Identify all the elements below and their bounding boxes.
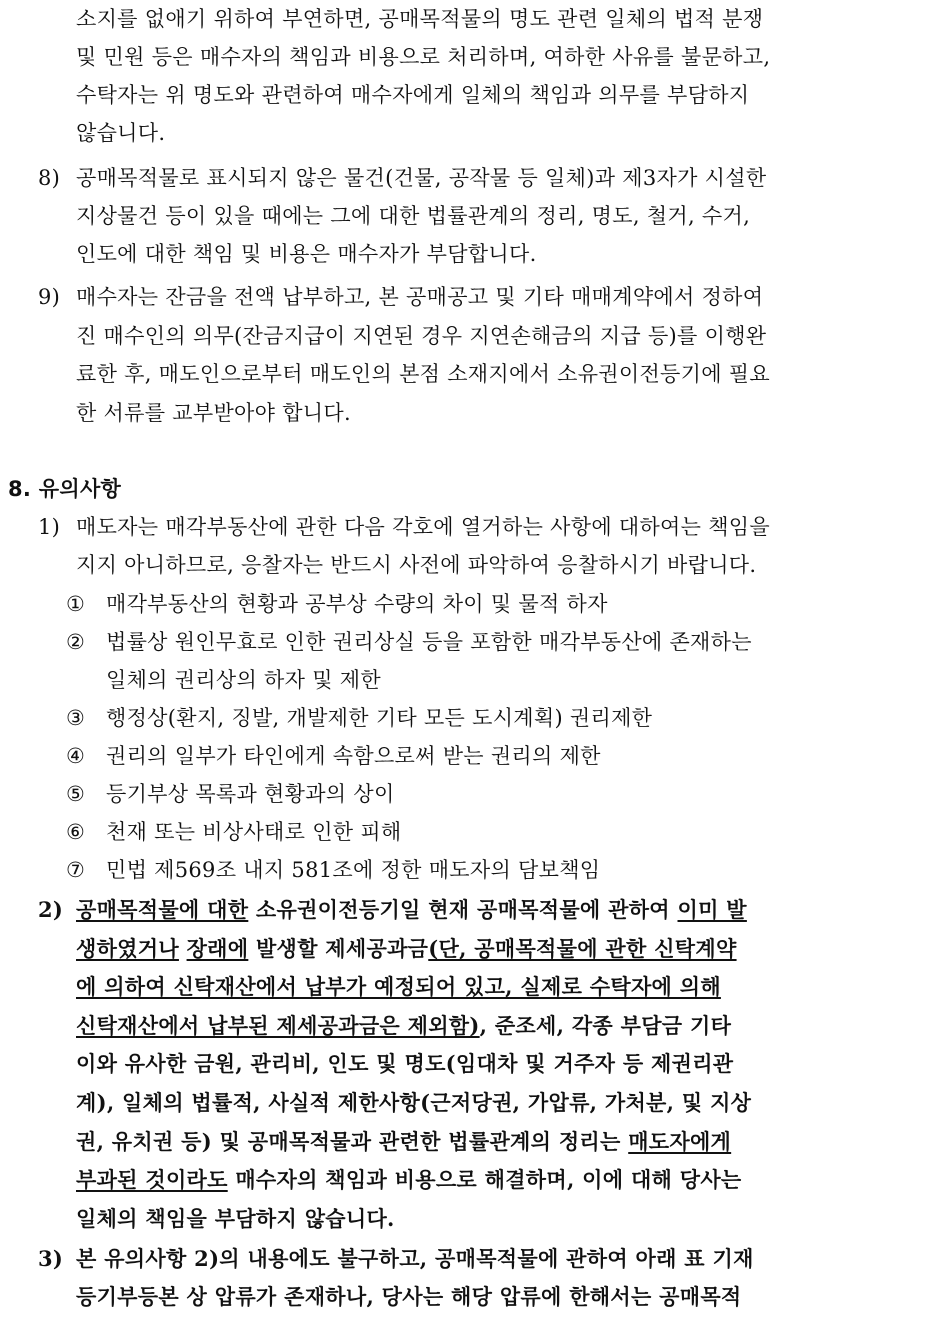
continuation-line-1: 소지를 없애기 위하여 부연하면, 공매목적물의 명도 관련 일체의 법적 분쟁 [76, 7, 764, 31]
subitem-7-text: 민법 제569조 내지 581조에 정한 매도자의 담보책임 [106, 858, 601, 882]
item8-line-3: 인도에 대한 책임 및 비용은 매수자가 부담합니다. [76, 242, 537, 266]
subitem-5-text: 등기부상 목록과 현황과의 상이 [106, 782, 395, 806]
s8-item3-number: 3) [38, 1246, 64, 1271]
subitem-2-text-2: 일체의 권리상의 하자 및 제한 [106, 668, 381, 692]
subitem-4-mark: ④ [66, 744, 86, 768]
subitem-1-mark: ① [66, 592, 86, 616]
s8-item2-line-1: 공매목적물에 대한 소유권이전등기일 현재 공매목적물에 관하여 이미 발 [76, 897, 747, 922]
underline-phrase: 에 의하여 신탁재산에서 납부가 예정되어 있고, 실제로 수탁자에 의해 [76, 974, 721, 999]
subitem-7-mark: ⑦ [66, 858, 86, 882]
section-heading: 8. 유의사항 [8, 477, 122, 501]
item9-line-2: 진 매수인의 의무(잔금지급이 지연된 경우 지연손해금의 지급 등)를 이행완 [76, 324, 767, 348]
underline-phrase: 신탁재산에서 납부된 제세공과금은 제외함) [76, 1013, 480, 1038]
s8-item2-line-8: 부과된 것이라도 매수자의 책임과 비용으로 해결하며, 이에 대해 당사는 [76, 1167, 742, 1192]
item8-line-1: 공매목적물로 표시되지 않은 물건(건물, 공작물 등 일체)과 제3자가 시설한 [76, 166, 767, 190]
s8-item2-line-2: 생하였거나 장래에 발생할 제세공과금(단, 공매목적물에 관한 신탁계약 [76, 936, 737, 961]
s8-item1-number: 1) [38, 515, 61, 539]
underline-phrase: 이미 발 [677, 897, 747, 922]
s8-item3-line-1: 본 유의사항 2)의 내용에도 불구하고, 공매목적물에 관하여 아래 표 기재 [76, 1246, 754, 1271]
subitem-2-mark: ② [66, 630, 86, 654]
underline-phrase: 장래에 [186, 936, 249, 961]
underline-phrase: 생하였거나 [76, 936, 179, 961]
underline-phrase: 공매목적물에 대한 [76, 897, 249, 922]
s8-item1-line-2: 지지 아니하므로, 응찰자는 반드시 사전에 파악하여 응찰하시기 바랍니다. [76, 553, 757, 577]
subitem-3-text: 행정상(환지, 징발, 개발제한 기타 모든 도시계획) 권리제한 [106, 706, 653, 730]
continuation-line-2: 및 민원 등은 매수자의 책임과 비용으로 처리하며, 여하한 사유를 불문하고, [76, 45, 771, 69]
underline-phrase: (단, 공매목적물에 관한 신탁계약 [428, 936, 737, 961]
item9-line-3: 료한 후, 매도인으로부터 매도인의 본점 소재지에서 소유권이전등기에 필요 [76, 362, 770, 386]
item8-number: 8) [38, 166, 61, 190]
underline-phrase: 부과된 것이라도 [76, 1167, 228, 1192]
s8-item2-line-3 [76, 972, 721, 1002]
s8-item2-line-5: 이와 유사한 금원, 관리비, 인도 및 명도(임대차 및 거주자 등 제권리관 [76, 1051, 734, 1076]
s8-item2-line-7: 권, 유치권 등) 및 공매목적물과 관련한 법률관계의 정리는 매도자에게 [76, 1129, 732, 1154]
subitem-6-text: 천재 또는 비상사태로 인한 피해 [106, 820, 402, 844]
item9-line-4: 한 서류를 교부받아야 합니다. [76, 401, 351, 425]
continuation-line-4: 않습니다. [76, 121, 166, 145]
continuation-line-3: 수탁자는 위 명도와 관련하여 매수자에게 일체의 책임과 의무를 부담하지 [76, 83, 750, 107]
subitem-3-mark: ③ [66, 706, 86, 730]
item9-line-1: 매수자는 잔금을 전액 납부하고, 본 공매공고 및 기타 매매계약에서 정하여 [76, 285, 764, 309]
subitem-4-text: 권리의 일부가 타인에게 속함으로써 받는 권리의 제한 [106, 744, 601, 768]
s8-item2-line-6: 계), 일체의 법률적, 사실적 제한사항(근저당권, 가압류, 가처분, 및 지상 [76, 1090, 752, 1115]
s8-item3-line-2: 등기부등본 상 압류가 존재하나, 당사는 해당 압류에 한해서는 공매목적 [76, 1284, 742, 1309]
subitem-6-mark: ⑥ [66, 820, 86, 844]
subitem-5-mark: ⑤ [66, 782, 86, 806]
item8-line-2: 지상물건 등이 있을 때에는 그에 대한 법률관계의 정리, 명도, 철거, 수거, [76, 204, 751, 228]
underline-phrase: 매도자에게 [628, 1129, 732, 1154]
s8-item2-line-4: 신탁재산에서 납부된 제세공과금은 제외함), 준조세, 각종 부담금 기타 [76, 1013, 732, 1038]
s8-item2-line-9: 일체의 책임을 부담하지 않습니다. [76, 1206, 395, 1231]
subitem-2-text-1: 법률상 원인무효로 인한 권리상실 등을 포함한 매각부동산에 존재하는 [106, 630, 752, 654]
item9-number: 9) [38, 285, 61, 309]
s8-item2-number: 2) [38, 897, 64, 922]
subitem-1-text: 매각부동산의 현황과 공부상 수량의 차이 및 물적 하자 [106, 592, 608, 616]
s8-item1-line-1: 매도자는 매각부동산에 관한 다음 각호에 열거하는 사항에 대하여는 책임을 [76, 515, 770, 539]
